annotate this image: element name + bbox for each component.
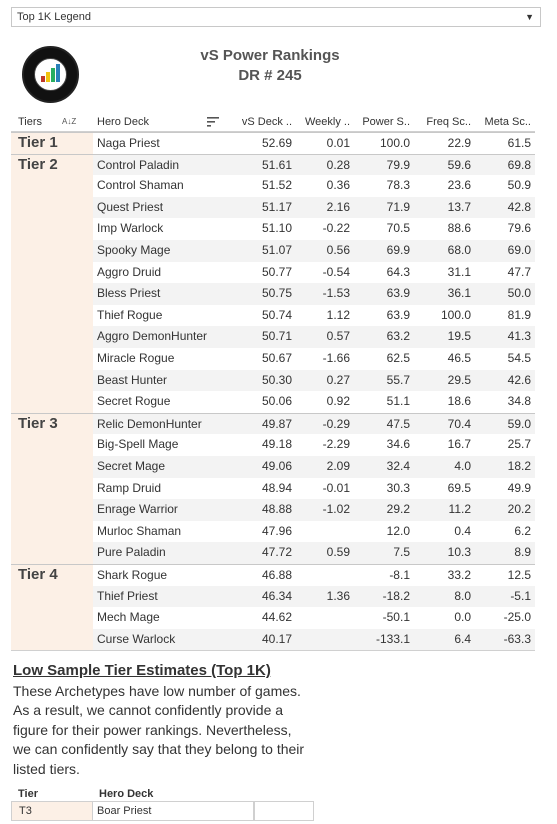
page-title: vS Power Rankings xyxy=(200,47,340,64)
tier-group xyxy=(11,413,93,564)
weekly-cell: 0.28 xyxy=(326,157,350,172)
hero-deck-cell: Curse Warlock xyxy=(97,631,176,646)
vs-cell: 51.07 xyxy=(261,243,292,257)
col-header-weekly[interactable]: Weekly .. xyxy=(304,116,350,128)
vs-cell: 40.17 xyxy=(261,631,292,646)
freq-cell: 22.9 xyxy=(447,136,471,150)
vs-cell: 46.34 xyxy=(261,588,292,603)
vs-cell: 51.52 xyxy=(261,178,292,193)
table-row[interactable] xyxy=(93,132,535,154)
meta-cell: 18.2 xyxy=(507,459,531,473)
table-row[interactable] xyxy=(93,175,535,197)
freq-cell: 19.5 xyxy=(447,329,471,344)
col-header-tiers[interactable]: Tiers xyxy=(18,116,43,128)
weekly-cell: 1.12 xyxy=(326,307,350,322)
vs-cell: 49.06 xyxy=(261,459,292,473)
table-row[interactable] xyxy=(93,607,535,629)
freq-cell: 88.6 xyxy=(447,221,471,236)
power-cell: -8.1 xyxy=(389,568,410,582)
table-row[interactable] xyxy=(93,629,535,651)
table-row[interactable] xyxy=(93,434,535,456)
freq-cell: 6.4 xyxy=(454,631,471,646)
brand-logo xyxy=(22,46,79,103)
weekly-cell: 0.57 xyxy=(326,329,350,344)
low-sample-empty-cell xyxy=(254,801,314,821)
low-sample-text: These Archetypes have low number of games. As a result, we cannot confidently provide a figure for their power rankings. Nevertheless, we can confidently say that they belong to their listed tiers. xyxy=(13,683,305,777)
table-row[interactable] xyxy=(93,283,535,305)
freq-cell: 10.3 xyxy=(447,545,471,560)
meta-cell: -25.0 xyxy=(503,610,531,625)
vs-cell: 51.61 xyxy=(261,157,292,172)
meta-cell: 54.5 xyxy=(507,351,531,365)
weekly-cell: -1.02 xyxy=(322,502,350,517)
meta-cell: 6.2 xyxy=(514,523,531,538)
table-row[interactable] xyxy=(93,413,535,435)
hero-deck-cell: Spooky Mage xyxy=(97,243,171,257)
sort-az-icon[interactable]: A↓Z xyxy=(62,117,77,126)
meta-cell: -5.1 xyxy=(510,588,531,603)
power-cell: 70.5 xyxy=(386,221,410,236)
table-row[interactable] xyxy=(93,542,535,564)
hero-deck-cell: Murloc Shaman xyxy=(97,523,182,538)
weekly-cell: -1.66 xyxy=(322,351,350,365)
hero-deck-cell: Shark Rogue xyxy=(97,568,168,582)
power-cell: 63.9 xyxy=(386,307,410,322)
tier-group xyxy=(11,154,93,413)
power-cell: 29.2 xyxy=(386,502,410,517)
table-row[interactable] xyxy=(93,262,535,284)
weekly-cell: 0.01 xyxy=(326,136,350,150)
sort-icon[interactable] xyxy=(207,116,219,127)
freq-cell: 36.1 xyxy=(447,286,471,301)
tier-group xyxy=(11,132,93,154)
freq-cell: 69.5 xyxy=(447,480,471,495)
logo-emblem xyxy=(34,58,67,91)
freq-cell: 59.6 xyxy=(447,157,471,172)
freq-cell: 11.2 xyxy=(448,502,471,517)
freq-cell: 13.7 xyxy=(447,199,471,214)
freq-cell: 0.4 xyxy=(454,523,471,538)
low-sample-title: Low Sample Tier Estimates (Top 1K) xyxy=(13,662,271,679)
freq-cell: 70.4 xyxy=(447,416,471,431)
table-row[interactable] xyxy=(93,564,535,586)
low-sample-deck-cell: Boar Priest xyxy=(93,801,254,821)
vs-cell: 50.71 xyxy=(261,329,292,344)
power-cell: -50.1 xyxy=(382,610,410,625)
meta-cell: 69.0 xyxy=(507,243,531,257)
table-row[interactable] xyxy=(93,521,535,543)
hero-deck-cell: Control Paladin xyxy=(97,157,180,172)
meta-cell: 42.6 xyxy=(507,372,531,387)
meta-cell: 81.9 xyxy=(507,307,531,322)
vs-cell: 50.67 xyxy=(261,351,292,365)
vs-cell: 50.74 xyxy=(261,307,292,322)
power-cell: 51.1 xyxy=(386,394,410,409)
tier-label: Tier 4 xyxy=(18,566,58,583)
weekly-cell: -2.29 xyxy=(322,437,350,452)
power-cell: -133.1 xyxy=(375,631,410,646)
tier-label: Tier 2 xyxy=(18,155,58,173)
freq-cell: 68.0 xyxy=(447,243,471,257)
weekly-cell: 0.59 xyxy=(326,545,350,560)
meta-cell: 50.0 xyxy=(507,286,531,301)
low-sample-header-tier: Tier xyxy=(18,788,38,800)
meta-cell: 41.3 xyxy=(507,329,531,344)
legend-dropdown-value: Top 1K Legend xyxy=(17,11,92,23)
weekly-cell: -0.54 xyxy=(322,264,350,279)
table-row[interactable] xyxy=(93,586,535,608)
power-cell: 30.3 xyxy=(386,480,410,495)
vs-cell: 46.88 xyxy=(261,568,292,582)
power-cell: 100.0 xyxy=(379,136,410,150)
table-row[interactable] xyxy=(93,326,535,348)
weekly-cell: -0.22 xyxy=(322,221,350,236)
col-header-hero-deck[interactable]: Hero Deck xyxy=(97,116,149,128)
freq-cell: 29.5 xyxy=(447,372,471,387)
weekly-cell: -0.01 xyxy=(322,480,350,495)
col-header-vs-deck[interactable]: vS Deck .. xyxy=(241,116,292,128)
hero-deck-cell: Enrage Warrior xyxy=(97,502,178,517)
hero-deck-cell: Secret Rogue xyxy=(97,394,171,409)
meta-cell: 50.9 xyxy=(507,178,531,193)
meta-cell: -63.3 xyxy=(503,631,531,646)
vs-cell: 47.96 xyxy=(261,523,292,538)
meta-cell: 42.8 xyxy=(507,199,531,214)
vs-cell: 50.75 xyxy=(261,286,292,301)
vs-cell: 48.94 xyxy=(261,480,292,495)
table-row[interactable] xyxy=(93,370,535,392)
table-row[interactable] xyxy=(93,456,535,478)
col-header-meta[interactable]: Meta Sc.. xyxy=(484,116,531,128)
freq-cell: 100.0 xyxy=(440,307,471,322)
hero-deck-cell: Imp Warlock xyxy=(97,221,164,236)
meta-cell: 20.2 xyxy=(507,502,531,517)
hero-deck-cell: Pure Paladin xyxy=(97,545,166,560)
power-cell: 71.9 xyxy=(386,199,410,214)
weekly-cell: 0.36 xyxy=(326,178,350,193)
vs-cell: 47.72 xyxy=(261,545,292,560)
weekly-cell: 0.92 xyxy=(326,394,350,409)
hero-deck-cell: Beast Hunter xyxy=(97,372,168,387)
chevron-down-icon[interactable]: ▼ xyxy=(525,12,534,22)
power-cell: -18.2 xyxy=(382,588,410,603)
freq-cell: 0.0 xyxy=(454,610,471,625)
hero-deck-cell: Mech Mage xyxy=(97,610,160,625)
meta-cell: 59.0 xyxy=(507,416,531,431)
weekly-cell: 2.16 xyxy=(326,199,350,214)
legend-dropdown[interactable] xyxy=(11,7,541,27)
weekly-cell: -1.53 xyxy=(322,286,350,301)
table-row[interactable] xyxy=(93,240,535,262)
power-cell: 62.5 xyxy=(386,351,410,365)
hero-deck-cell: Control Shaman xyxy=(97,178,184,193)
vs-cell: 51.17 xyxy=(261,199,292,214)
table-row[interactable] xyxy=(93,478,535,500)
power-cell: 34.6 xyxy=(386,437,410,452)
meta-cell: 69.8 xyxy=(507,157,531,172)
page-subtitle: DR # 245 xyxy=(238,67,302,84)
vs-cell: 51.10 xyxy=(261,221,292,236)
power-cell: 12.0 xyxy=(386,523,410,538)
hero-deck-cell: Big-Spell Mage xyxy=(97,437,179,452)
hero-deck-cell: Relic DemonHunter xyxy=(97,416,202,431)
table-row[interactable] xyxy=(93,197,535,219)
vs-cell: 52.69 xyxy=(261,136,292,150)
tier-group xyxy=(11,564,93,650)
meta-cell: 47.7 xyxy=(507,264,531,279)
table-row[interactable] xyxy=(93,305,535,327)
hero-deck-cell: Thief Rogue xyxy=(97,307,163,322)
table-row[interactable] xyxy=(93,391,535,413)
vs-cell: 44.62 xyxy=(261,610,292,625)
weekly-cell: 0.27 xyxy=(326,372,350,387)
meta-cell: 34.8 xyxy=(507,394,531,409)
vs-cell: 48.88 xyxy=(261,502,292,517)
meta-cell: 8.9 xyxy=(514,545,531,560)
power-cell: 7.5 xyxy=(393,545,410,560)
weekly-cell: 0.56 xyxy=(326,243,350,257)
vs-cell: 50.77 xyxy=(261,264,292,279)
freq-cell: 4.0 xyxy=(454,459,471,473)
hero-deck-cell: Quest Priest xyxy=(97,199,164,214)
power-cell: 63.9 xyxy=(386,286,410,301)
table-row[interactable] xyxy=(93,348,535,370)
vs-cell: 49.87 xyxy=(261,416,292,431)
col-header-freq[interactable]: Freq Sc.. xyxy=(426,116,471,128)
freq-cell: 23.6 xyxy=(447,178,471,193)
freq-cell: 8.0 xyxy=(454,588,471,603)
power-cell: 55.7 xyxy=(386,372,410,387)
freq-cell: 46.5 xyxy=(447,351,471,365)
hero-deck-cell: Aggro DemonHunter xyxy=(97,329,208,344)
vs-cell: 50.06 xyxy=(261,394,292,409)
power-cell: 47.5 xyxy=(386,416,410,431)
weekly-cell: 2.09 xyxy=(326,459,350,473)
hero-deck-cell: Thief Priest xyxy=(97,588,158,603)
hero-deck-cell: Aggro Druid xyxy=(97,264,162,279)
freq-cell: 33.2 xyxy=(447,568,471,582)
weekly-cell: 1.36 xyxy=(326,588,350,603)
hero-deck-cell: Secret Mage xyxy=(97,459,166,473)
hero-deck-cell: Naga Priest xyxy=(97,136,160,150)
power-cell: 78.3 xyxy=(386,178,410,193)
freq-cell: 16.7 xyxy=(447,437,471,452)
table-row[interactable] xyxy=(93,154,535,176)
hero-deck-cell: Ramp Druid xyxy=(97,480,162,495)
vs-cell: 50.30 xyxy=(261,372,292,387)
power-cell: 63.2 xyxy=(386,329,410,344)
tier-label: Tier 1 xyxy=(18,134,58,151)
table-row[interactable] xyxy=(93,218,535,240)
low-sample-header-deck: Hero Deck xyxy=(99,788,154,800)
meta-cell: 61.5 xyxy=(507,136,531,150)
hero-deck-cell: Bless Priest xyxy=(97,286,161,301)
tier-label: Tier 3 xyxy=(18,414,58,432)
freq-cell: 18.6 xyxy=(447,394,471,409)
power-cell: 64.3 xyxy=(386,264,410,279)
power-cell: 69.9 xyxy=(386,243,410,257)
meta-cell: 49.9 xyxy=(507,480,531,495)
freq-cell: 31.1 xyxy=(447,264,471,279)
power-cell: 32.4 xyxy=(386,459,410,473)
meta-cell: 12.5 xyxy=(507,568,531,582)
table-bottom-divider xyxy=(11,650,535,651)
table-row[interactable] xyxy=(93,499,535,521)
weekly-cell: -0.29 xyxy=(322,416,350,431)
meta-cell: 25.7 xyxy=(507,437,531,452)
vs-cell: 49.18 xyxy=(261,437,292,452)
power-cell: 79.9 xyxy=(386,157,410,172)
col-header-power[interactable]: Power S.. xyxy=(362,116,410,128)
meta-cell: 79.6 xyxy=(507,221,531,236)
low-sample-tier-cell: T3 xyxy=(11,801,93,821)
hero-deck-cell: Miracle Rogue xyxy=(97,351,175,365)
